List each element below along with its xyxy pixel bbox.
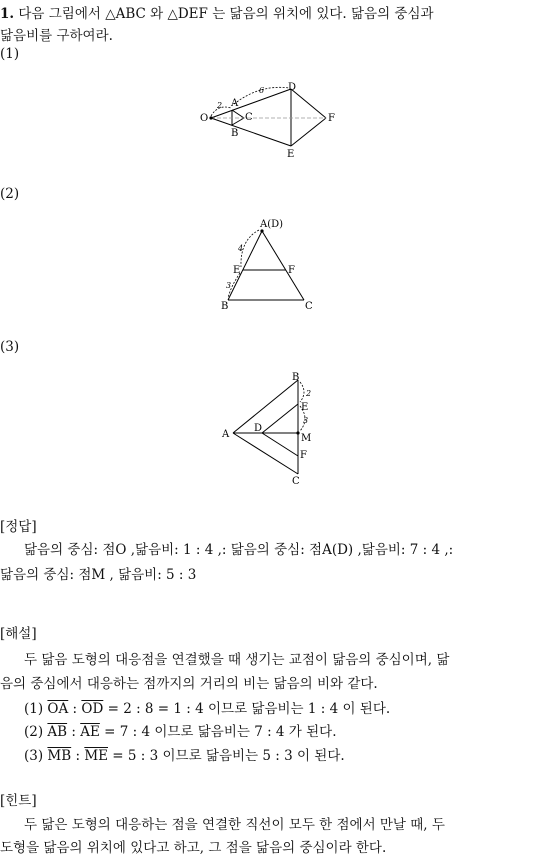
figure-1-label: (1) xyxy=(0,46,20,62)
fig1-label-C: C xyxy=(245,112,253,123)
fig1-label-E: E xyxy=(287,149,295,160)
item-2-segment-1: $\overline{AB}$ xyxy=(47,724,68,740)
fig3-label-D: D xyxy=(254,423,263,434)
answer-line-2: 닮음의 중심: 점M , 닮음비: 5 : 3 xyxy=(0,567,197,583)
fig3-side-DF xyxy=(262,433,298,456)
problem-number: 1. xyxy=(0,6,15,22)
item-2-prefix: (2) xyxy=(24,724,48,740)
explanation-item-3 xyxy=(24,744,345,764)
fig2-length-AE: 4 xyxy=(238,244,244,253)
fig3-label-A: A xyxy=(222,429,230,440)
item-3-segment-1: $\overline{MB}$ xyxy=(47,748,72,764)
fig3-point-M xyxy=(296,431,299,434)
fig3-label-M: M xyxy=(301,433,312,444)
problem-line-1 xyxy=(0,2,434,22)
fig3-label-E: E xyxy=(301,402,309,413)
fig2-label-C: C xyxy=(305,301,313,312)
explanation-line-2: 음의 중심에서 대응하는 점까지의 거리의 비는 닮음의 비와 같다. xyxy=(0,676,378,692)
explanation-line-1: 두 닮음 도형의 대응점을 연결했을 때 생기는 교점이 닮음의 중심이며, 닮 xyxy=(24,652,450,668)
fig2-side-AC xyxy=(262,231,304,300)
fig1-line-B-C xyxy=(232,118,244,125)
item-2-segment-2: $\overline{AE}$ xyxy=(80,724,100,740)
fig2-length-EB: 3 xyxy=(226,281,232,290)
fig1-line-D-F xyxy=(291,89,326,118)
hint-line-2: 도형을 닮음의 위치에 있다고 하고, 그 점을 닮음의 중심이라 한다. xyxy=(0,840,387,856)
fig1-label-A: A xyxy=(231,98,239,109)
figure-2-label: (2) xyxy=(0,186,20,202)
fig3-length-BE: 2 xyxy=(306,389,312,398)
item-3-suffix: = 5 : 3 이므로 닮음비는 5 : 3 이 된다. xyxy=(108,748,345,764)
fig2-arc-AE xyxy=(241,230,259,267)
fig1-length-AD: 6 xyxy=(259,86,265,95)
fig2-label-AD: A(D) xyxy=(260,219,284,230)
explanation-item-1 xyxy=(24,697,390,717)
fig3-length-EM: 3 xyxy=(303,416,309,425)
item-1-prefix: (1) xyxy=(24,701,48,717)
fig3-label-B: B xyxy=(292,372,300,383)
problem-line-2: 닮음비를 구하여라. xyxy=(0,28,113,44)
fig2-label-E: E xyxy=(233,265,241,276)
item-3-segment-2: $\overline{ME}$ xyxy=(84,748,108,764)
fig3-side-AB xyxy=(233,380,298,433)
explanation-header: [해설] xyxy=(0,626,37,642)
item-1-colon: : xyxy=(68,701,82,717)
item-2-colon: : xyxy=(67,724,81,740)
fig3-label-C: C xyxy=(292,476,300,487)
problem-text: 다음 그림에서 △ABC 와 △DEF 는 닮음의 위치에 있다. 닮음의 중심과 xyxy=(18,6,434,22)
figure-1 xyxy=(195,80,340,162)
item-2-suffix: = 7 : 4 이므로 닮음비는 7 : 4 가 된다. xyxy=(99,724,337,740)
item-1-suffix: = 2 : 8 = 1 : 4 이므로 닮음비는 1 : 4 이 된다. xyxy=(103,701,391,717)
item-3-prefix: (3) xyxy=(24,748,48,764)
fig1-point-O xyxy=(209,116,212,119)
hint-line-1: 두 닮은 도형의 대응하는 점을 연결한 직선이 모두 한 점에서 만날 때, 두 xyxy=(24,817,445,833)
fig2-label-F: F xyxy=(288,265,295,276)
item-1-segment-2: $\overline{OD}$ xyxy=(81,701,104,717)
answer-header: [정답] xyxy=(0,519,37,535)
fig3-label-F: F xyxy=(300,450,307,461)
figure-2 xyxy=(215,215,320,313)
figure-3-label: (3) xyxy=(0,339,20,355)
fig1-label-B: B xyxy=(231,128,239,139)
fig3-arc-BE xyxy=(300,382,304,402)
fig1-length-OA: 2 xyxy=(217,101,223,110)
fig1-label-D: D xyxy=(288,82,297,93)
fig1-line-E-F xyxy=(291,118,326,146)
figure-3 xyxy=(215,367,325,487)
fig1-label-F: F xyxy=(328,113,335,124)
item-3-colon: : xyxy=(71,748,85,764)
explanation-item-2 xyxy=(24,720,337,740)
hint-header: [힌트] xyxy=(0,793,37,809)
fig1-label-O: O xyxy=(200,113,209,124)
item-1-segment-1: $\overline{OA}$ xyxy=(47,701,69,717)
fig1-line-A-C xyxy=(232,110,244,118)
fig3-side-DE xyxy=(262,404,298,433)
fig3-side-AC xyxy=(233,433,298,474)
answer-line-1: 닮음의 중심: 점O ,닮음비: 1 : 4 ,: 닮음의 중심: 점A(D) ,닮음비: 7 : 4 ,: xyxy=(24,542,454,558)
fig2-label-B: B xyxy=(221,301,229,312)
